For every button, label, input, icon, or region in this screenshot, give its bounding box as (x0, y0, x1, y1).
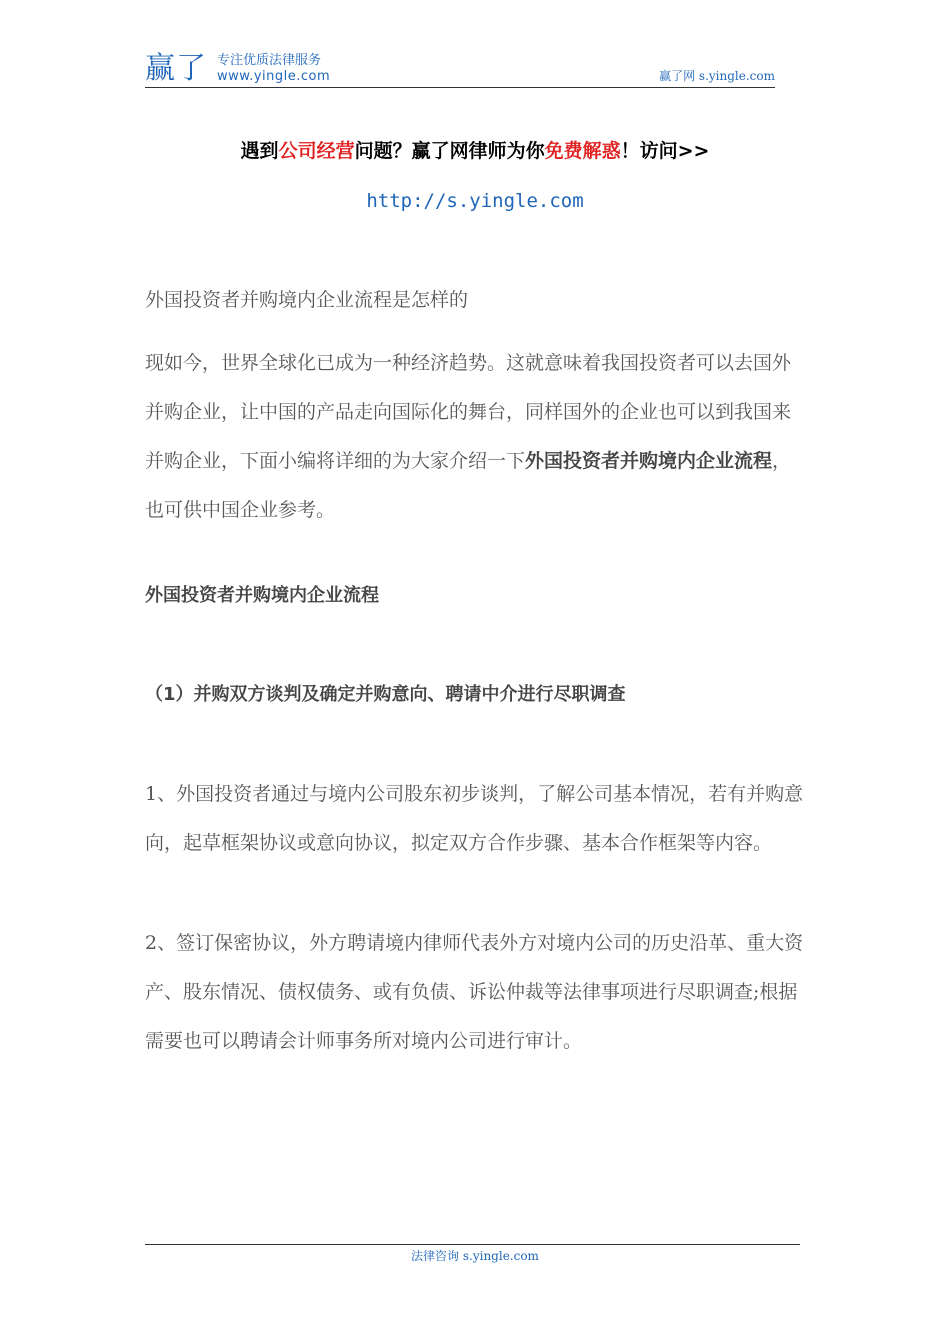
logo[interactable]: 赢了 (145, 51, 207, 86)
intro-text: 现如今，世界全球化已成为一种经济趋势。这就意味着我国投资者可以去国外并购企业，让中国的产品走向国际化的舞台，同样国外的企业也可以到我国来并购企业，下面小编将详细的为大家介绍一下 (145, 352, 792, 472)
list-item-2: 2、签订保密协议，外方聘请境内律师代表外方对境内公司的历史沿革、重大资产、股东情况、债权债务、或有负债、诉讼仲裁等法律事项进行尽职调查;根据需要也可以聘请会计师事务所对境内公司进行审计。 (145, 932, 804, 1052)
intro-bold-keyword: 外国投资者并购境内企业流程 (525, 450, 773, 472)
footer-link[interactable]: 法律咨询 s.yingle.com (411, 1249, 539, 1263)
promo-text-3: ！访问>> (620, 140, 710, 162)
article-body (145, 280, 805, 1066)
article-title: 外国投资者并购境内企业流程是怎样的 (145, 289, 469, 311)
promo-banner (0, 138, 950, 164)
section-heading: 外国投资者并购境内企业流程 (145, 585, 379, 606)
header-site-link[interactable]: 赢了网 s.yingle.com (659, 69, 775, 83)
promo-highlight-1: 公司经营 (278, 140, 355, 162)
page-header (145, 50, 775, 88)
promo-text-2: 问题？赢了网律师为你 (354, 140, 545, 162)
footer-divider (145, 1244, 800, 1245)
subsection-heading: （1）并购双方谈判及确定并购意向、聘请中介进行尽职调查 (145, 684, 626, 705)
article-intro (145, 339, 805, 535)
logo-site-url[interactable]: www.yingle.com (217, 69, 331, 84)
promo-highlight-2: 免费解惑 (544, 140, 621, 162)
list-item-1: 1、外国投资者通过与境内公司股东初步谈判，了解公司基本情况，若有并购意向，起草框架协议或意向协议，拟定双方合作步骤、基本合作框架等内容。 (145, 783, 804, 854)
header-divider (145, 87, 775, 88)
logo-slogan: 专注优质法律服务 (217, 53, 322, 68)
promo-text-1: 遇到 (240, 140, 279, 162)
intro-text-end: ，也可供中国企业参考。 (145, 450, 792, 521)
promo-link[interactable]: http://s.yingle.com (366, 190, 584, 212)
